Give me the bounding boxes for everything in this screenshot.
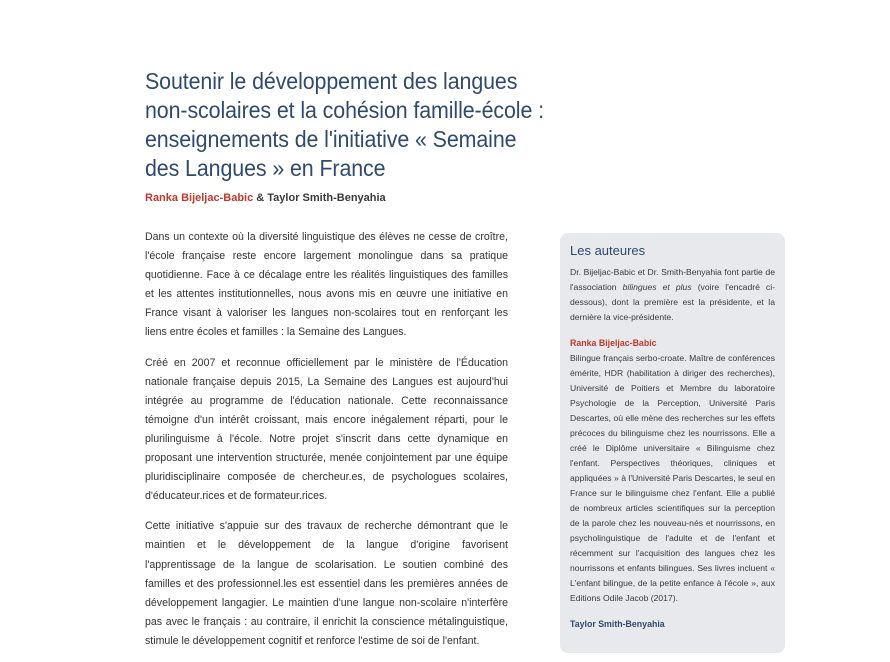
- body-paragraph: Dans un contexte où la diversité linguistique des élèves ne cesse de croître, l'école française reste encore largement monolingue dans sa pratique quotidienne. Face à ce décalage entre les réalités linguistiques des familles et les attentes institutionnelles, nous avons mis en œuvre une initiative en France visant à valoriser les langues non-scolaires tout en renforçant les liens entre écoles et familles : la Semaine des Langues.: [145, 231, 508, 339]
- author-separator: &: [253, 192, 268, 204]
- sidebar-intro: [570, 265, 775, 325]
- article-title: Soutenir le développement des langues non-scolaires et la cohésion famille-école : enseignements de l'initiative « Semaine des Langues » en France: [145, 68, 544, 181]
- author-secondary: Taylor Smith-Benyahia: [267, 192, 386, 204]
- bio-text-primary: Bilingue français serbo-croate. Maître de conférences émérite, HDR (habilitation à diriger des recherches), Université de Poitiers et Membre du laboratoire Psychologie de la Perception, Université Paris Descartes, où elle mène des recherches sur les effets précoces du bilinguisme chez les nourrissons. Elle a créé le Diplôme universitaire « Bilinguisme chez l'enfant. Perspectives théoriques, cliniques et appliquées » à l'Université Paris Descartes, le seul en France sur le bilinguisme chez l'enfant. Elle a publié de nombreux articles scientifiques sur la perception de la parole chez les nouveau-nés et nourrissons, en psycholinguistique de l'adulte et de l'enfant et récemment sur l'acquisition des langues chez les nourrissons et enfants bilingues. Ses livres incluent « L'enfant bilingue, de la petite enfance à l'école », aux Editions Odile Jacob (2017).: [570, 353, 775, 603]
- bio-name-primary: Ranka Bijeljac-Babic: [570, 338, 657, 348]
- author-line: [145, 192, 386, 204]
- authors-sidebar: [560, 233, 785, 653]
- sidebar-heading: Les auteures: [570, 243, 646, 258]
- author-primary[interactable]: Ranka Bijeljac-Babic: [145, 192, 254, 204]
- association-name: bilingues et plus: [622, 282, 692, 292]
- intro-text-end: (voire l'encadré ci-dessous), dont la première est la présidente, et la dernière la vice-présidente.: [570, 282, 775, 322]
- body-paragraph: Créé en 2007 et reconnue officiellement par le ministère de l'Éducation nationale française depuis 2015, La Semaine des Langues est aujourd'hui intégrée au programme de l'éducation nationale. Cette reconnaissance témoigne d'un intérêt croissant, mais encore inégalement réparti, pour le plurilinguisme à l'école. Notre projet s'inscrit dans cette dynamique en proposant une intervention structurée, menée conjointement par une équipe pluridisciplinaire composée de chercheur.es, de psychologues scolaires, d'éducateur.rices et de formateur.rices.: [145, 356, 508, 503]
- article-body: [145, 228, 508, 662]
- bio-name-secondary: Taylor Smith-Benyahia: [570, 619, 665, 629]
- body-paragraph: Cette initiative s'appuie sur des travaux de recherche démontrant que le maintien et le développement de la langue d'origine favorisent l'apprentissage de la langue de scolarisation. Le soutien combiné des familles et des professionnel.les est essentiel dans les premières années de développement langagier. Le maintien d'une langue non-scolaire n'interfère pas avec le français : au contraire, il enrichit la conscience métalinguistique, stimule le développement cognitif et renforce l'estime de soi de l'enfant.: [145, 520, 508, 647]
- intro-text: Dr. Bijeljac-Babic et Dr. Smith-Benyahia font partie de l'association: [570, 267, 775, 292]
